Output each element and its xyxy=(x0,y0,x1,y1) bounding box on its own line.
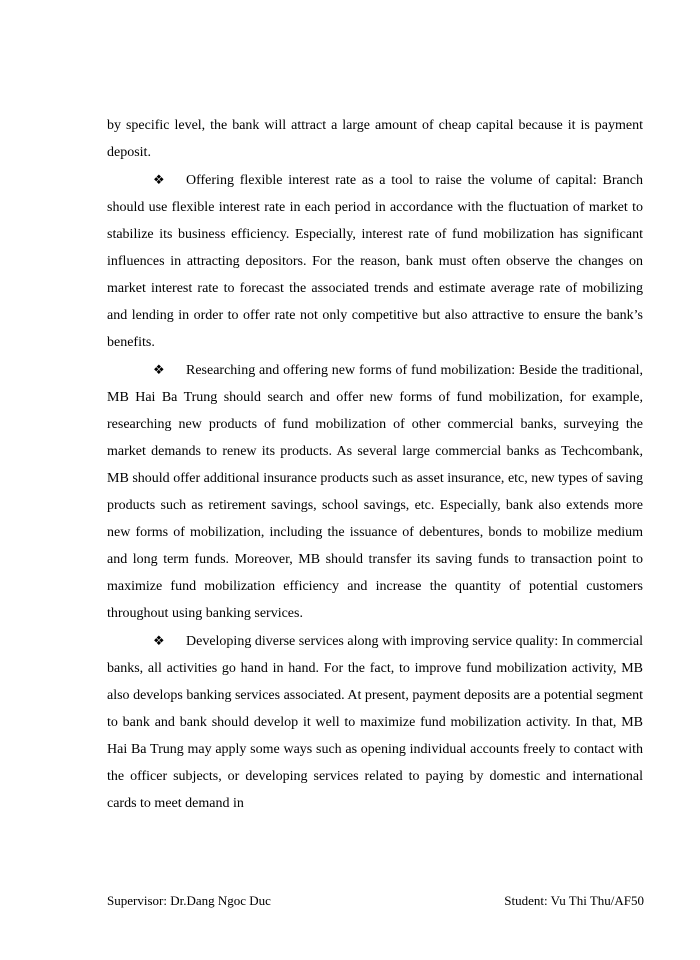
footer-student: Student: Vu Thi Thu/AF50 xyxy=(504,893,644,908)
bullet-paragraph-diverse-services xyxy=(107,627,643,817)
diamond-bullet-icon: ❖ xyxy=(153,362,165,377)
diamond-bullet-icon: ❖ xyxy=(153,172,165,187)
diamond-bullet-icon: ❖ xyxy=(153,633,165,648)
footer-supervisor: Supervisor: Dr.Dang Ngoc Duc xyxy=(107,893,271,908)
bullet-paragraph-text: Developing diverse services along with improving service quality: In commercial banks, all activities go hand in hand. For the fact, to improve fund mobilization activity, MB also develops banking services associated. At present, payment deposits are a potential segment to bank and bank should develop it well to maximize fund mobilization activity. In that, MB Hai Ba Trung may apply some ways such as opening individual accounts freely to contact with the officer subjects, or developing services related to paying by domestic and international cards to meet demand in xyxy=(107,634,643,811)
document-body xyxy=(107,112,643,817)
bullet-paragraph-flexible-interest xyxy=(107,166,643,356)
bullet-paragraph-new-forms xyxy=(107,356,643,627)
bullet-paragraph-text: Offering flexible interest rate as a tool to raise the volume of capital: Branch should use flexible interest rate in each period in accordance with the fluctuation of market to stabilize its business efficiency. Especially, interest rate of fund mobilization has significant influences in attracting depositors. For the reason, bank must often observe the changes on market interest rate to forecast the associated trends and estimate average rate of mobilizing and lending in order to offer rate not only competitive but also attractive to ensure the bank’s benefits. xyxy=(107,173,643,350)
bullet-paragraph-text: Researching and offering new forms of fund mobilization: Beside the traditional, MB Hai Ba Trung should search and offer new forms of fund mobilization, for example, researching new products of fund mobilization of other commercial banks, surveying the market demands to renew its products. As several large commercial banks as Techcombank, MB should offer additional insurance products such as asset insurance, etc, new types of saving products such as retirement savings, school savings, etc. Especially, bank also extends more new forms of mobilization, including the issuance of debentures, bonds to mobilize medium and long term funds. Moreover, MB should transfer its saving funds to transaction point to maximize fund mobilization efficiency and increase the quantity of potential customers throughout using banking services. xyxy=(107,363,643,621)
continuation-paragraph: by specific level, the bank will attract a large amount of cheap capital because it is payment deposit. xyxy=(107,118,643,160)
